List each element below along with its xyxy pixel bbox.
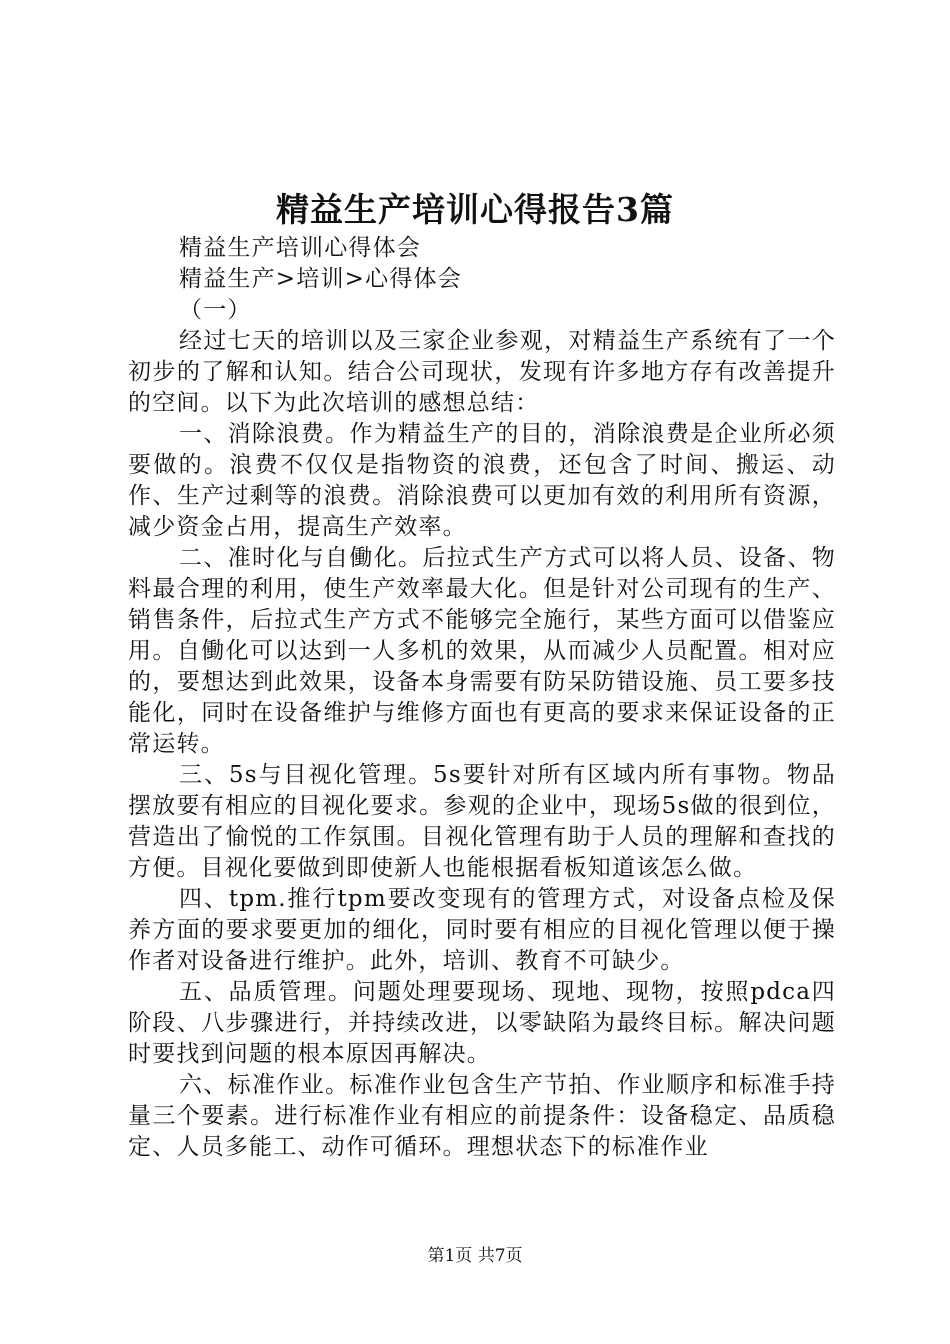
paragraph-standard-work: 六、标准作业。标准作业包含生产节拍、作业顺序和标准手持量三个要素。进行标准作业有相应的前提条件：设备稳定、品质稳定、人员多能工、动作可循环。理想状态下的标准作业: [128, 1072, 836, 1160]
page-footer: 第1页 共7页: [427, 1246, 523, 1266]
document-subtitle: 精益生产培训心得体会: [179, 235, 421, 261]
paragraph-waste-elimination: 一、消除浪费。作为精益生产的目的，消除浪费是企业所必须要做的。浪费不仅仅是指物资的浪费，还包含了时间、搬运、动作、生产过剩等的浪费。消除浪费可以更加有效的利用所有资源，减少资金占用，提高生产效率。: [128, 421, 836, 540]
document-title: 精益生产培训心得报告3篇: [276, 190, 674, 229]
paragraph-intro: 经过七天的培训以及三家企业参观，对精益生产系统有了一个初步的了解和认知。结合公司现状，发现有许多地方存有改善提升的空间。以下为此次培训的感想总结：: [128, 328, 836, 416]
document-body: [128, 233, 836, 1163]
paragraph-5s-visual: 三、5s与目视化管理。5s要针对所有区域内所有事物。物品摆放要有相应的目视化要求。参观的企业中，现场5s做的很到位，营造出了愉悦的工作氛围。目视化管理有助于人员的理解和查找的方便。目视化要做到即使新人也能根据看板知道该怎么做。: [128, 762, 836, 881]
paragraph-jit-jidoka: 二、准时化与自働化。后拉式生产方式可以将人员、设备、物料最合理的利用，使生产效率最大化。但是针对公司现有的生产、销售条件，后拉式生产方式不能够完全施行，某些方面可以借鉴应用。自働化可以达到一人多机的效果，从而减少人员配置。相对应的，要想达到此效果，设备本身需要有防呆防错设施、员工要多技能化，同时在设备维护与维修方面也有更高的要求来保证设备的正常运转。: [128, 545, 836, 757]
breadcrumb: 精益生产>培训>心得体会: [179, 266, 462, 292]
paragraph-tpm: 四、tpm.推行tpm要改变现有的管理方式，对设备点检及保养方面的要求要更加的细化，同时要有相应的目视化管理以便于操作者对设备进行维护。此外，培训、教育不可缺少。: [128, 886, 836, 974]
section-marker: （一）: [179, 297, 252, 323]
paragraph-quality: 五、品质管理。问题处理要现场、现地、现物，按照pdca四阶段、八步骤进行，并持续改进，以零缺陷为最终目标。解决问题时要找到问题的根本原因再解决。: [128, 979, 836, 1067]
